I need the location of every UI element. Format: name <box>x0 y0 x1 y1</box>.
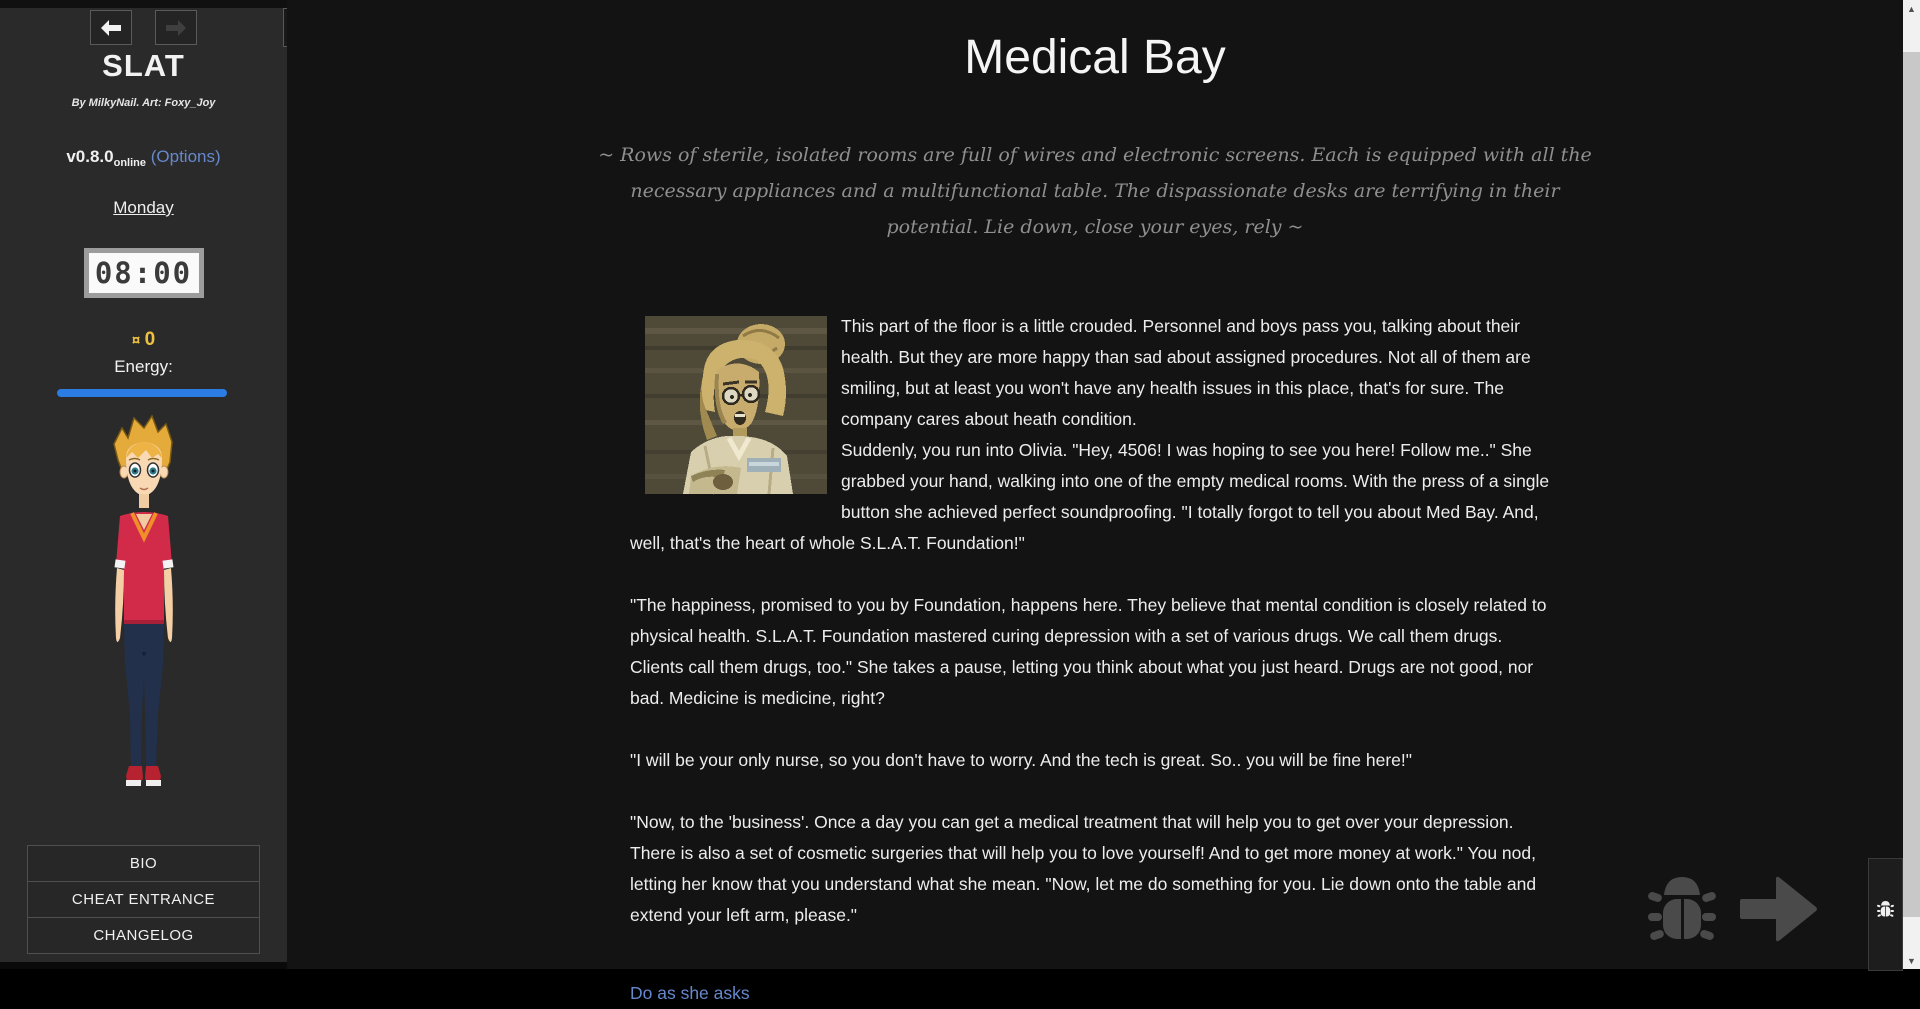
currency-icon: ¤ <box>131 332 141 349</box>
next-arrow-icon[interactable] <box>1738 867 1820 951</box>
energy-bar-fill <box>57 389 227 397</box>
story-line: Suddenly, you run into Olivia. "Hey, 4506! I was hoping to see you here! Follow me.." She grabbed your hand, walking into one of the empty medical rooms. With the press of a single button she achieved perfect soundproofing. "I totally forgot to tell you about Med Bay. And, well, that's the heart of whole S.L.A.T. Foundation!" <box>630 440 1550 553</box>
top-edge <box>0 0 287 8</box>
energy-bar <box>57 389 227 397</box>
game-byline: By MilkyNail. Art: Foxy_Joy <box>71 97 216 109</box>
debug-panel-toggle[interactable] <box>1868 858 1903 971</box>
page-title: Medical Bay <box>964 31 1226 84</box>
version-channel: online <box>113 157 146 169</box>
scroll-down-arrow-icon[interactable]: ▼ <box>1903 952 1920 969</box>
menu-item-bio[interactable]: BIO <box>27 845 260 882</box>
footer-actions <box>1648 867 1820 951</box>
flavor-text: ~ Rows of sterile, isolated rooms are full of wires and electronic screens. Each is equipped with all the necessary appliances and a multifunctional table. The dispassionate desks are terrifying in their potential. Lie down, close your eyes, rely ~ <box>598 144 1592 238</box>
story-text <box>630 311 1560 1009</box>
bug-report-icon[interactable] <box>1648 869 1716 949</box>
back-button[interactable] <box>90 10 132 45</box>
history-nav <box>0 10 287 45</box>
bottom-edge <box>0 962 287 969</box>
scroll-up-arrow-icon[interactable]: ▲ <box>1903 0 1920 17</box>
ui-sidebar <box>0 0 287 962</box>
digital-clock <box>84 248 204 298</box>
olivia-portrait <box>645 316 827 494</box>
sidebar-menu <box>27 846 260 954</box>
forward-arrow-icon <box>165 19 187 37</box>
day-link[interactable]: Monday <box>113 198 174 217</box>
story-paragraph <box>630 311 1560 559</box>
page-scrollbar[interactable] <box>1903 0 1920 969</box>
clock-time: 08:00 <box>94 256 193 290</box>
menu-item-cheat-entrance[interactable]: CHEAT ENTRANCE <box>27 881 260 918</box>
menu-item-changelog[interactable]: CHANGELOG <box>27 917 260 954</box>
game-title: SLAT <box>102 48 185 83</box>
passage-area <box>287 0 1903 1003</box>
player-avatar <box>106 414 182 790</box>
options-link[interactable]: (Options) <box>150 147 221 166</box>
debug-bug-icon <box>1877 899 1894 919</box>
story-paragraph: "I will be your only nurse, so you don't have to worry. And the tech is great. So.. you will be fine here!" <box>630 750 1412 770</box>
choice-link-do-as-she-asks[interactable]: Do as she asks <box>630 983 750 1003</box>
version-number: v0.8.0 <box>66 147 114 166</box>
back-arrow-icon <box>100 19 122 37</box>
story-line: This part of the floor is a little crouded. Personnel and boys pass you, talking about their health. But they are more happy than sad about assigned procedures. Not all of them are smiling, but at least you won't have any health issues in this place, that's for sure. The company cares about heath condition. <box>841 316 1531 429</box>
forward-button[interactable] <box>155 10 197 45</box>
currency-amount: 0 <box>144 329 156 350</box>
money-display <box>0 329 287 351</box>
page-scrollbar-thumb[interactable] <box>1903 52 1920 917</box>
version-line <box>0 147 287 167</box>
energy-label: Energy: <box>114 357 173 376</box>
story-paragraph: "Now, to the 'business'. Once a day you can get a medical treatment that will help you to get over your depression. There is also a set of cosmetic surgeries that will help you to love yourself! And to get more money at work." You nod, letting her know that you understand what she mean. "Now, let me do something for you. Lie down onto the table and extend your left arm, please." <box>630 812 1537 925</box>
story-paragraph: "The happiness, promised to you by Foundation, happens here. They believe that mental condition is closely related to physical health. S.L.A.T. Foundation mastered curing depression with a set of various drugs. We call them drugs. Clients call them drugs, too." She takes a pause, letting you think about what you just heard. Drugs are not good, nor bad. Medicine is medicine, right? <box>630 595 1547 708</box>
